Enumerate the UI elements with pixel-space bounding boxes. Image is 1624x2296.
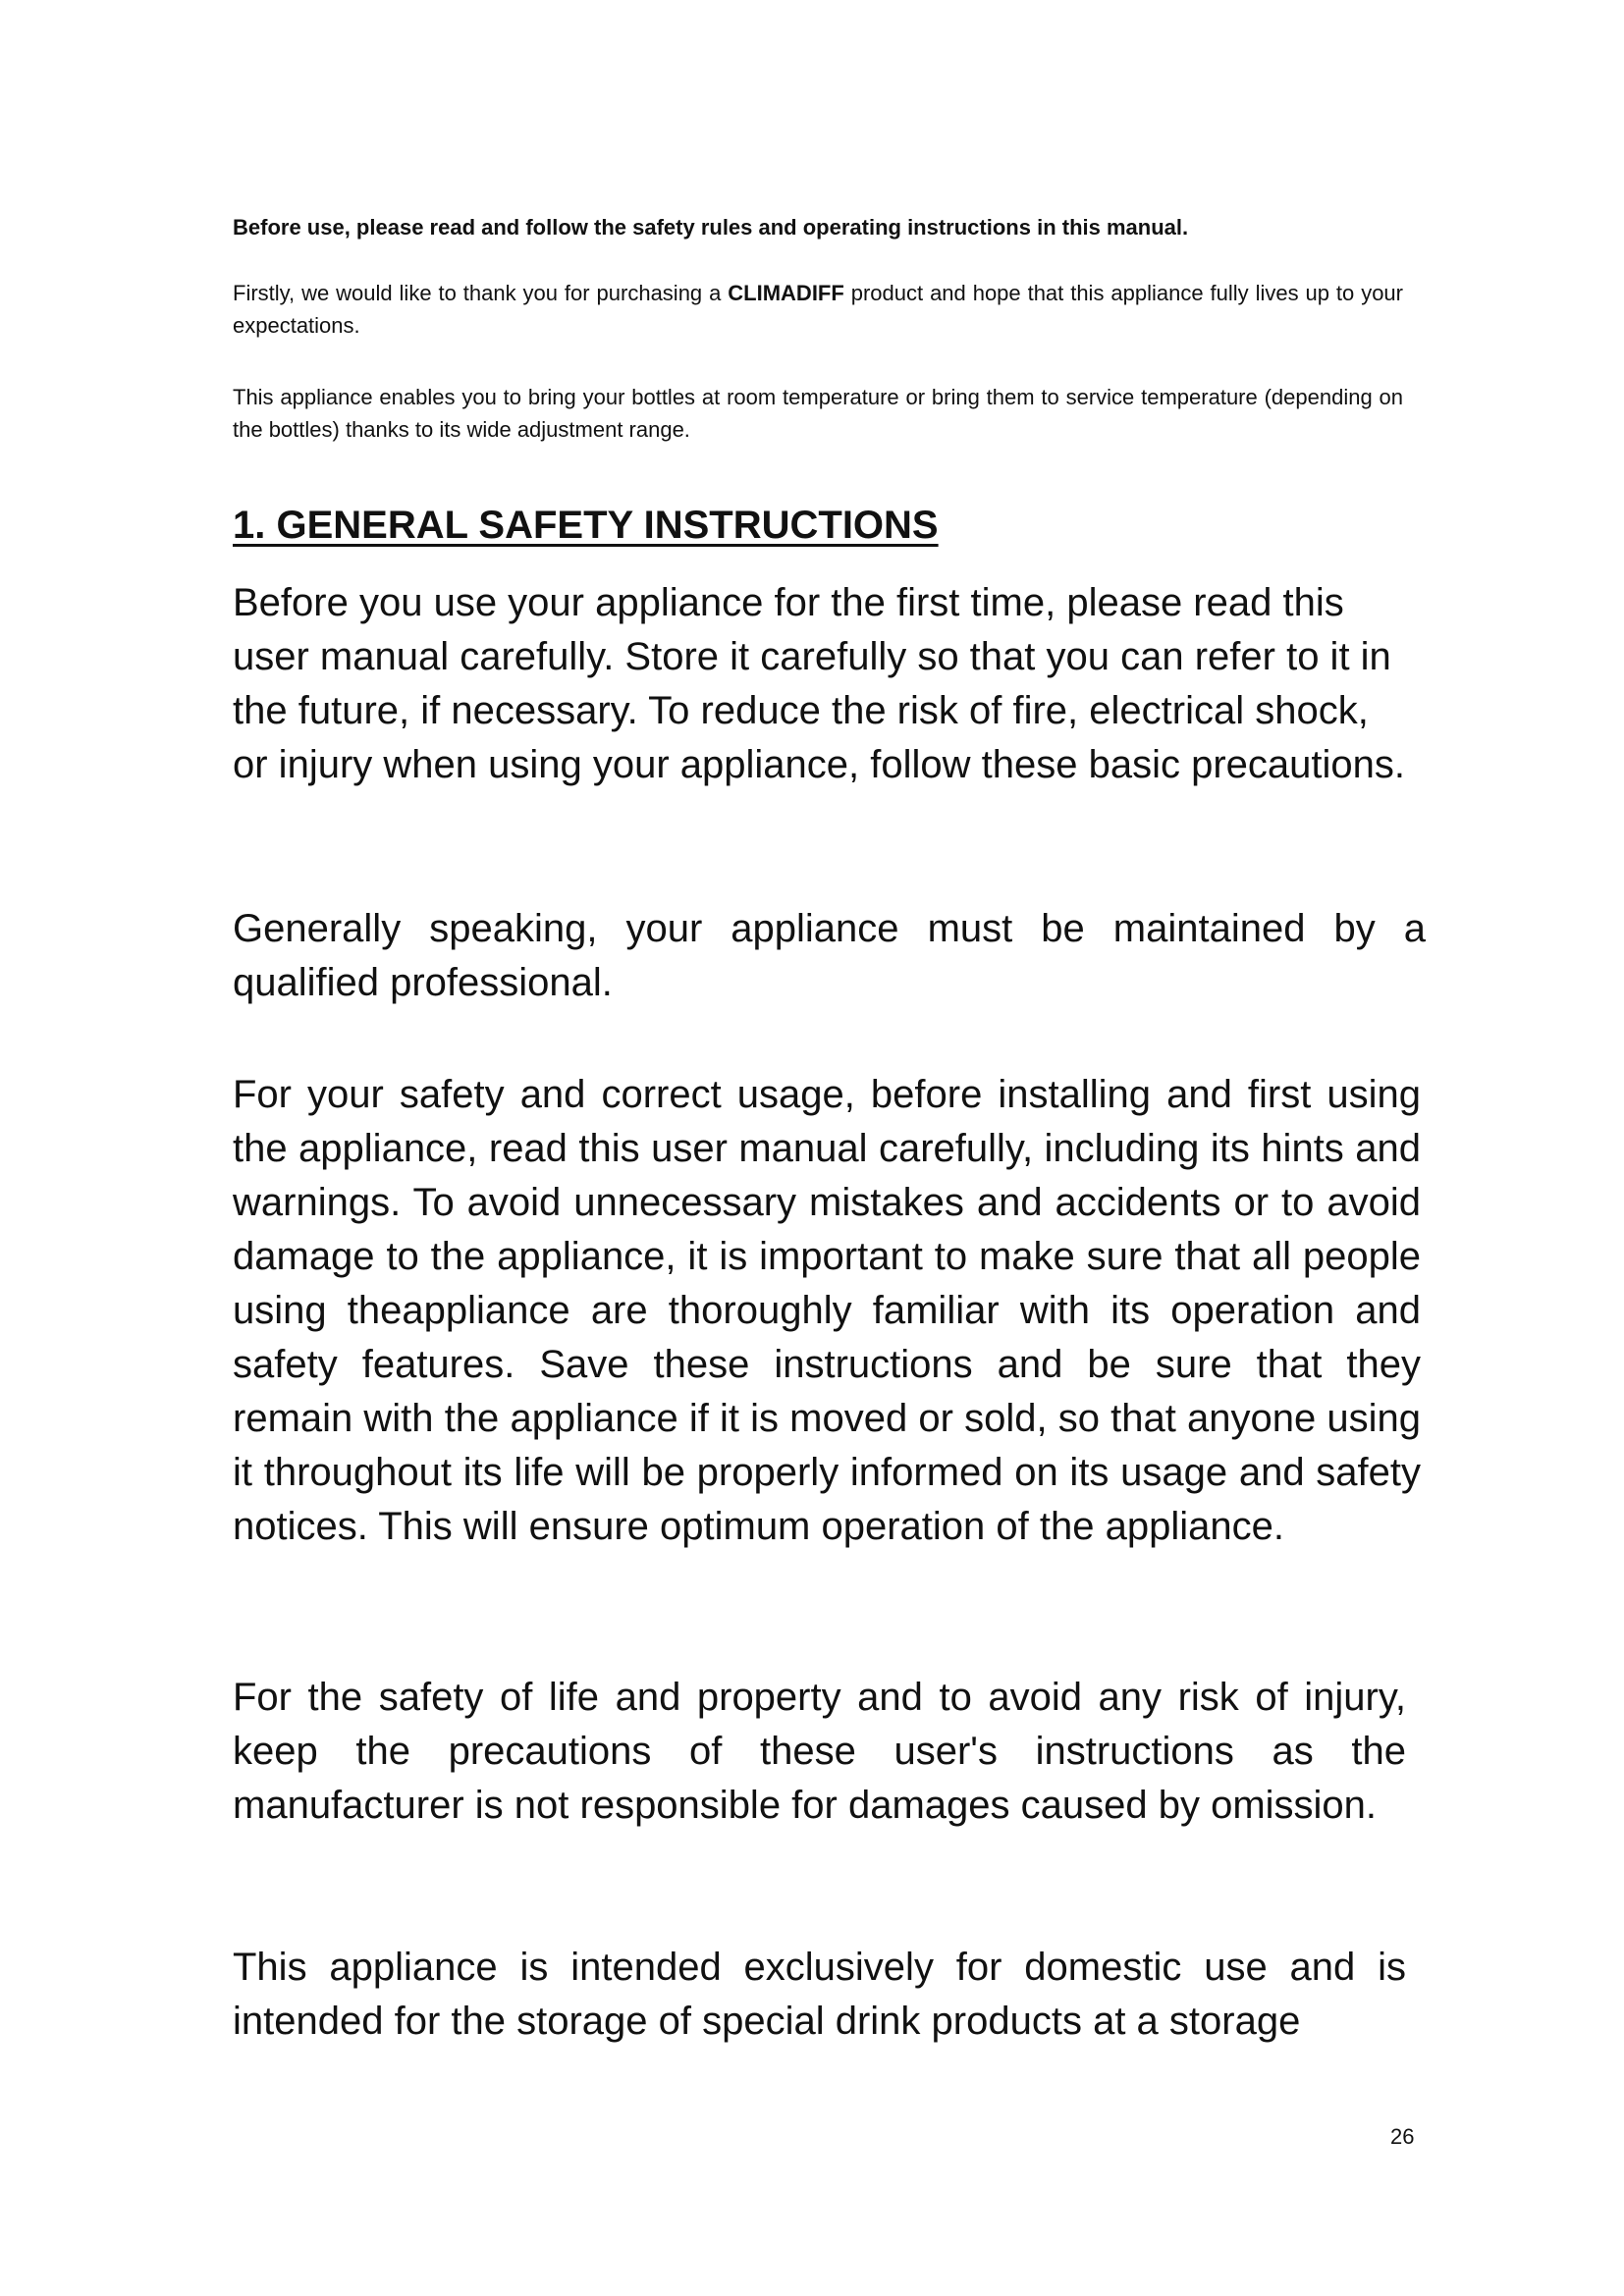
thanks-paragraph — [233, 277, 1403, 342]
body-paragraph-correct-usage: For your safety and correct usage, before installing and first using the appliance, read this user manual carefully, including its hints and warnings. To avoid unnecessary mistakes and accidents or to avoid damage to the appliance, it is important to make sure that all people using theappliance are thoroughly familiar with its operation and safety features. Save these instructions and be sure that they remain with the appliance if it is moved or sold, so that anyone using it throughout its life will be properly informed on its usage and safety notices. This will ensure optimum operation of the appliance. — [233, 1073, 1421, 1548]
safety-notice-line: Before use, please read and follow the safety rules and operating instructions in this manual. — [233, 215, 1189, 240]
brand-name: CLIMADIFF — [728, 281, 844, 305]
body-paragraph-liability: For the safety of life and property and to avoid any risk of injury, keep the precautions of these user's instructions as the manufacturer is not responsible for damages caused by omission. — [233, 1676, 1406, 1827]
appliance-description-paragraph: This appliance enables you to bring your bottles at room temperature or bring them to service temperature (depending on the bottles) thanks to its wide adjustment range. — [233, 385, 1403, 442]
body-paragraph-domestic-use: This appliance is intended exclusively for domestic use and is intended for the storage of special drink products at a storage — [233, 1946, 1406, 2043]
thanks-text-after-brand: product and hope that this appliance fully lives up to your expectations. — [233, 281, 1403, 338]
thanks-text-before-brand: Firstly, we would like to thank you for purchasing a — [233, 281, 729, 305]
body-paragraph-maintenance: Generally speaking, your appliance must be maintained by a qualified professional. — [233, 907, 1426, 1004]
body-paragraph-read-manual: Before you use your appliance for the first time, please read this user manual carefully. Store it carefully so that you can refer to it in the future, if necessary. To reduce the risk of fire, electrical shock, or injury when using your appliance, follow these basic precautions. — [233, 581, 1406, 786]
page-number: 26 — [1390, 2124, 1415, 2149]
section-heading: 1. GENERAL SAFETY INSTRUCTIONS — [233, 504, 939, 547]
